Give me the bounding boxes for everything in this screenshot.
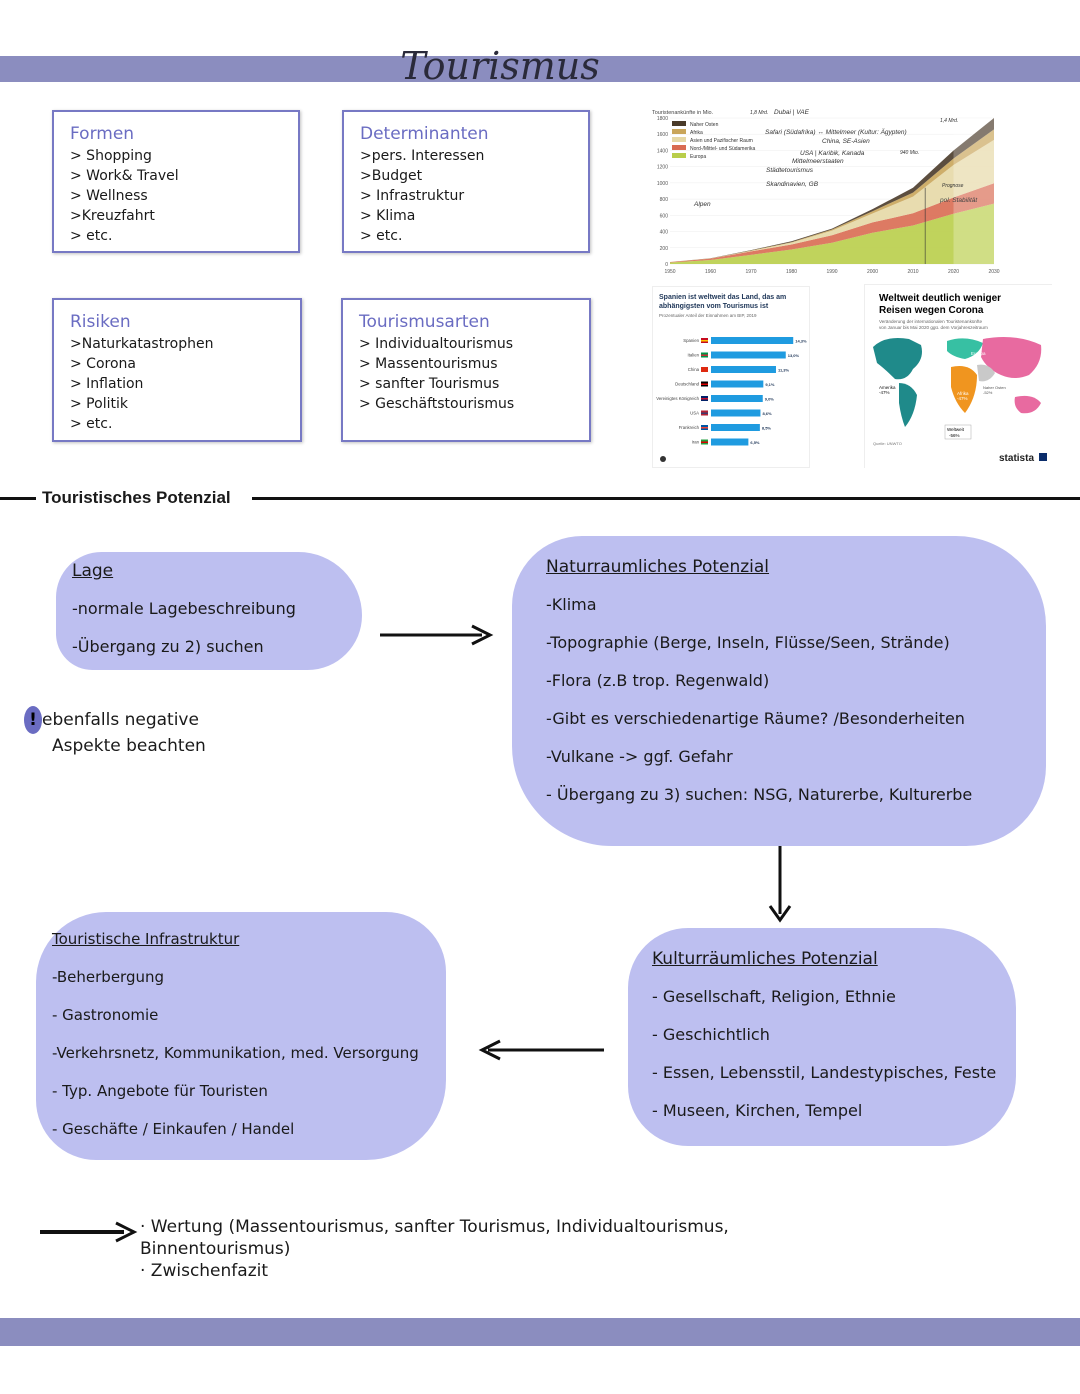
cloud-infra-text (52, 920, 419, 1148)
note-mark: ! (24, 706, 42, 734)
chart-annotation: pol. Stabilität (940, 197, 978, 204)
list-item: >pers. Interessen (360, 148, 485, 164)
map-label-europe: Europa (971, 351, 986, 356)
list-item: - Übergang zu 3) suchen: NSG, Naturerbe, Kulturerbe (546, 785, 973, 804)
arrivals-area-chart (650, 106, 1002, 276)
bar-chart-title-1: Spanien ist weltweit das Land, das am (659, 294, 787, 301)
bar (711, 366, 776, 373)
list-item: - Geschichtlich (652, 1025, 770, 1044)
y-tick-label: 600 (659, 213, 668, 220)
bar-category-label: Spanien (683, 338, 699, 343)
chart-annotation: 1,8 Mrd. (750, 110, 769, 116)
y-tick-label: 1000 (656, 180, 668, 187)
legend-label: Afrika (690, 130, 703, 136)
cloud-lage-text (72, 552, 296, 666)
map-value-amerika: -47% (879, 390, 890, 395)
flag-stripe (701, 369, 708, 371)
list-item: - Museen, Kirchen, Tempel (652, 1101, 863, 1120)
legend-swatch (672, 121, 686, 126)
legend-label: Naher Osten (690, 122, 719, 128)
bar-value-label: 6,5% (750, 440, 760, 445)
legend-label: Europa (690, 154, 707, 160)
flag-stripe (701, 384, 708, 386)
map-title-2: Reisen wegen Corona (879, 305, 984, 316)
list-item: -Gibt es verschiedenartige Räume? /Besonderheiten (546, 709, 965, 728)
cc-icon (660, 456, 666, 462)
chart-annotation: Alpen (694, 201, 711, 208)
list-item: >Naturkatastrophen (70, 336, 214, 352)
bar (711, 424, 760, 431)
list-item: - Typ. Angebote für Touristen (52, 1082, 268, 1100)
chart-annotation: Safari (Südafrika) ↔ Mittelmeer (Kultur: Ägypten) (765, 129, 907, 136)
bar (711, 381, 763, 388)
list-item: -Flora (z.B trop. Regenwald) (546, 671, 770, 690)
map-value-afrika: -47% (957, 396, 968, 401)
legend-swatch (672, 145, 686, 150)
bar-category-label: Iran (691, 439, 699, 445)
list-item: >Budget (360, 168, 423, 184)
bar-value-label: 8,5% (761, 425, 771, 431)
flag-stripe (701, 398, 708, 400)
chart-annotation: USA | Karibik, Kanada (800, 150, 865, 157)
cloud-natur-text (546, 548, 972, 814)
arrow-right-icon (378, 624, 496, 648)
note-line-1: ebenfalls negative (42, 710, 199, 730)
chart-annotation: 940 Mio. (900, 150, 920, 156)
bar-value-label: 9,1% (765, 382, 775, 387)
bar-value-label: 11,3% (777, 367, 790, 373)
x-tick-label: 1960 (704, 269, 717, 275)
map-value-world: -56% (949, 433, 960, 438)
chart-annotation: Prognose (942, 183, 964, 189)
map-value-europe: -58% (971, 356, 982, 361)
box-determinanten-title: Determinanten (360, 124, 489, 144)
conclusion (140, 1216, 729, 1282)
cloud-natur-title: Naturraumliches Potenzial (546, 557, 770, 577)
list-item: -Verkehrsnetz, Kommunikation, med. Versorgung (52, 1044, 419, 1062)
bar-value-label: 8,6% (762, 411, 772, 416)
chart-annotation: Skandinavien, GB (766, 181, 819, 188)
bar-chart-title-2: abhängigsten vom Tourismus ist (659, 303, 769, 310)
bar-value-label: 9,0% (764, 396, 774, 402)
box-tourismusarten (341, 298, 591, 442)
bar (711, 337, 793, 344)
map-label-amerika: Amerika (879, 385, 896, 390)
y-tick-label: 400 (659, 229, 668, 236)
y-tick-label: 800 (659, 197, 668, 204)
chart-annotation: Städtetourismus (766, 167, 813, 174)
cloud-infra-title: Touristische Infrastruktur (52, 930, 240, 948)
list-item: - Gastronomie (52, 1006, 159, 1024)
chart-annotation: China, SE-Asien (822, 138, 870, 145)
map-value-nahost: -52% (983, 390, 993, 395)
bar-category-label: Vereinigtes Königreich (656, 396, 699, 401)
box-determinanten (342, 110, 590, 253)
corona-map-card (864, 284, 1052, 468)
list-item: - Gesellschaft, Religion, Ethnie (652, 987, 896, 1006)
bar-value-label: 13,0% (787, 353, 800, 358)
list-item: > Politik (70, 396, 128, 412)
bar-chart-subtitle: Prozentualer Anteil der Einnahmen am BIP, 2019 (659, 313, 757, 318)
x-tick-label: 2030 (988, 269, 1000, 275)
section-title: Touristisches Potenzial (36, 488, 237, 508)
conclusion-line-1: · Wertung (Massentourismus, sanfter Tourismus, Individualtourismus, (140, 1217, 729, 1237)
note-line-2: Aspekte beachten (52, 736, 206, 756)
x-tick-label: 2010 (907, 269, 919, 275)
gdp-bar-chart (653, 287, 811, 469)
spain-chart (652, 286, 810, 468)
bar-category-label: Deutschland (675, 381, 699, 387)
cloud-kultur-text (652, 940, 996, 1130)
cloud-lage-title: Lage (72, 561, 114, 581)
conclusion-line-3: · Zwischenfazit (140, 1261, 269, 1281)
x-tick-label: 1950 (664, 269, 676, 275)
legend-swatch (672, 129, 686, 134)
bar (711, 410, 760, 417)
map-title-1: Weltweit deutlich weniger (879, 293, 1002, 304)
corona-map (865, 285, 1053, 469)
legend-swatch (672, 153, 686, 158)
chart-annotation: Dubai | VAE (774, 109, 809, 116)
map-label-asien: Asien Pazifik (1027, 379, 1050, 384)
list-item: > Massentourismus (359, 356, 498, 372)
list-item: -Klima (546, 595, 597, 614)
chart-annotation: 1,4 Mrd. (940, 118, 959, 124)
list-item: > Wellness (70, 188, 148, 204)
page-title: Tourismus (400, 44, 600, 88)
note (24, 706, 206, 758)
list-item: > etc. (70, 228, 113, 244)
map-label-nahost: Naher Osten (983, 385, 1006, 390)
flag-stripe (701, 427, 708, 429)
list-item: > etc. (360, 228, 403, 244)
bar-category-label: USA (690, 410, 699, 416)
bar-category-label: China (687, 367, 699, 372)
map-value-asien: -60% (1027, 384, 1037, 389)
arrow-conclusion-icon (38, 1220, 138, 1244)
x-tick-label: 1990 (826, 269, 838, 275)
list-item: > Inflation (70, 376, 144, 392)
y-tick-label: 1200 (656, 164, 668, 171)
flag-stripe (701, 340, 708, 342)
list-item: -normale Lagebeschreibung (72, 599, 296, 618)
section-rule-right (252, 497, 1080, 500)
map-label-afrika: Afrika (957, 391, 969, 396)
y-tick-label: 200 (659, 245, 668, 252)
x-tick-label: 1970 (745, 269, 757, 275)
statista-icon (1039, 453, 1047, 461)
list-item: - Geschäfte / Einkaufen / Handel (52, 1120, 295, 1138)
list-item: > Infrastruktur (360, 188, 465, 204)
list-item: > Work& Travel (70, 168, 179, 184)
arrow-left-icon (478, 1038, 608, 1062)
statista-logo: statista (999, 453, 1035, 464)
conclusion-line-2: Binnentourismus) (140, 1239, 291, 1259)
list-item: > Individualtourismus (359, 336, 514, 352)
list-item: - Essen, Lebensstil, Landestypisches, Feste (652, 1063, 997, 1082)
bar-value-label: 14,3% (795, 338, 807, 344)
map-label-world: Weltweit (947, 427, 964, 432)
list-item: -Topographie (Berge, Inseln, Flüsse/Seen, Strände) (546, 633, 950, 652)
x-tick-label: 1980 (785, 269, 798, 275)
chart-title: Touristenankünfte in Mio. (652, 110, 714, 116)
list-item: > etc. (70, 416, 113, 432)
arrow-down-icon (766, 844, 794, 924)
bar (711, 395, 763, 402)
cloud-kultur-title: Kulturräumliches Potenzial (652, 949, 878, 969)
x-tick-label: 2020 (947, 269, 960, 275)
map-source: Quelle: UNWTO (873, 441, 902, 446)
map-subtitle-1: Veränderung der internationalen Touristenankünfte (879, 319, 983, 324)
legend-swatch (672, 137, 686, 142)
box-risiken-title: Risiken (70, 312, 131, 332)
forecast-shade (954, 118, 995, 264)
legend-label: Nord-/Mittel- und Südamerika (690, 146, 756, 152)
chart-annotation: Mittelmeerstaaten (792, 158, 844, 165)
y-tick-label: 0 (665, 262, 668, 268)
bar (711, 439, 748, 446)
bar-category-label: Frankreich (678, 425, 699, 430)
list-item: >Kreuzfahrt (70, 208, 155, 224)
list-item: > Shopping (70, 148, 152, 164)
flag-stripe (701, 442, 708, 444)
arrivals-chart (650, 106, 1002, 276)
box-tourismusarten-title: Tourismusarten (359, 312, 490, 332)
map-subtitle-2: von Januar bis Mai 2020 ggü. dem Vorjahreszeitraum (879, 325, 988, 330)
bar-category-label: Italien (687, 352, 699, 358)
box-formen (52, 110, 300, 253)
flag-stripe (701, 413, 708, 415)
box-formen-title: Formen (70, 124, 135, 144)
legend-label: Asien und Pazifischer Raum (690, 138, 753, 144)
list-item: > Corona (70, 356, 136, 372)
list-item: -Beherbergung (52, 968, 165, 986)
x-tick-label: 2000 (866, 269, 879, 275)
list-item: -Übergang zu 2) suchen (72, 637, 264, 656)
list-item: > Klima (360, 208, 416, 224)
bottom-band (0, 1318, 1080, 1346)
bar (711, 352, 786, 359)
box-risiken (52, 298, 302, 442)
y-tick-label: 1600 (656, 132, 668, 139)
list-item: > Geschäftstourismus (359, 396, 515, 412)
y-tick-label: 1800 (656, 116, 668, 122)
y-tick-label: 1400 (656, 148, 668, 155)
list-item: > sanfter Tourismus (359, 376, 500, 392)
section-rule-left (0, 497, 40, 500)
flag-stripe (701, 355, 708, 357)
list-item: -Vulkane -> ggf. Gefahr (546, 747, 733, 766)
